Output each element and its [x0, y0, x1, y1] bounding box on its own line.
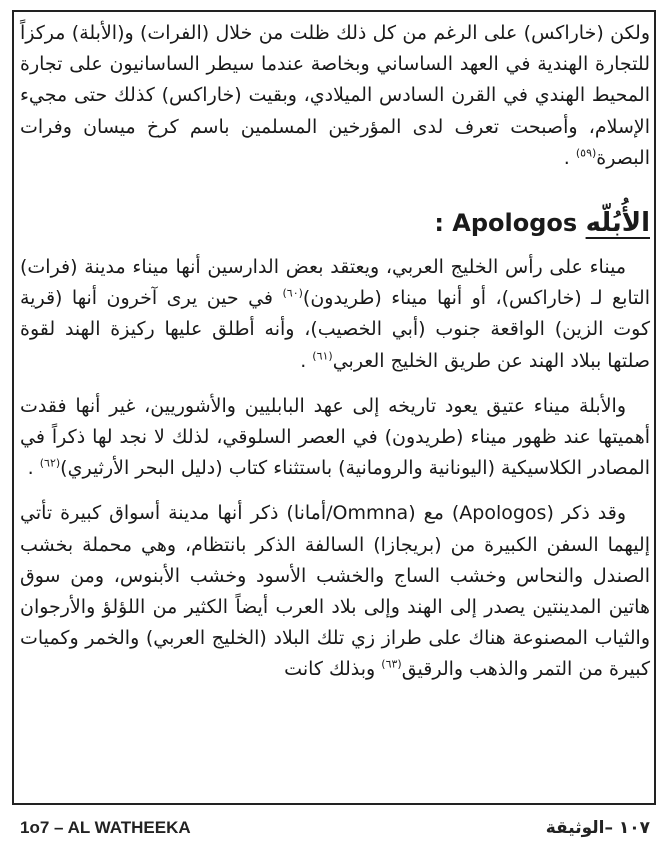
paragraph-2: ميناء على رأس الخليج العربي، ويعتقد بعض الدارسين أنها ميناء مدينة (فرات) التابع لـ (خاراكس)، أو أنها ميناء (طريدون)$^{(٦٠)}$ في حين يرى آخرون أنها (قرية كوت الزين) الواقعة جنوب (أبي الخصيب)، وأنه أطلق عليها ركيزة الهند لقوة صلتها ببلاد الهند عن طريق الخليج العربي$^{(٦١)}$ .	[20, 256, 650, 372]
paragraph-2-text-b: في حين يرى آخرون أنها (قرية كوت الزين) الواقعة جنوب (أبي الخصيب)، وأنه أطلق عليها ركيزة الهند لقوة صلتها ببلاد الهند عن طريق الخليج العربي	[20, 287, 650, 372]
paragraph-2-text-a: ميناء على رأس الخليج العربي، ويعتقد بعض الدارسين أنها ميناء مدينة (فرات) التابع لـ (خاراكس)، أو أنها ميناء (طريدون)	[20, 256, 650, 310]
footnote-ref-59: (٥٩)	[575, 146, 597, 160]
paragraph-4-text-a: وقد ذكر (Apologos) مع (Ommna/أمانا) ذكر أنها مدينة أسواق كبيرة تأتي إليهما السفن الكبيرة من (بريجازا) السالفة الذكر بانتظام، وهي محملة بخشب الصندل والنحاس وخشب الساج والخشب الأسود وخشب الأبنوس، ومن سوق هاتين المدينتين يصدر إلى الهند وإلى بلاد العرب أيضاً الكثير من اللؤلؤ والأرجوان والثياب المصنوعة هناك على طراز زي تلك البلاد (الخليج العربي) والخمر وكميات كبيرة من التمر والذهب والرقيق	[20, 502, 650, 681]
paragraph-3: والأبلة ميناء عتيق يعود تاريخه إلى عهد البابليين والأشوريين، غير أنها فقدت أهميتها عند ظهور ميناء (طريدون) في العصر السلوقي، لذلك لا نجد لها ذكراً في المصادر الكلاسيكية (اليونانية والرومانية) باستثناء كتاب (دليل البحر الأرثيري)$^{(٦٢)}$ .	[20, 394, 650, 480]
footer-page-label-latin: 1o7 – AL WATHEEKA	[20, 818, 191, 837]
page-footer	[20, 818, 650, 842]
paragraph-4-text-b: وبذلك كانت	[284, 658, 382, 681]
paragraph-1: ولكن (خاراكس) على الرغم من كل ذلك ظلت من خلال (الفرات) و(الأبلة) مركزاً للتجارة الهندية في العهد الساساني وبخاصة عندما سيطر الساسانيون على تجارة المحيط الهندي في القرن السادس الميلادي، وبقيت (خاراكس) كذلك حتى مجيء الإسلام، وأصبحت تعرف لدى المؤرخين المسلمين باسم كرخ ميسان وفرات البصرة$^{(٥٩)}$ .	[20, 22, 650, 169]
paragraph-4	[20, 498, 650, 685]
footnote-ref-63: (٦٣)	[381, 658, 402, 672]
article-body	[20, 18, 650, 686]
paragraph-1-text: ولكن (خاراكس) على الرغم من كل ذلك ظلت من خلال (الفرات) و(الأبلة) مركزاً للتجارة الهندية في العهد الساساني وبخاصة عندما سيطر الساسانيون على تجارة المحيط الهندي في القرن السادس الميلادي، وبقيت (خاراكس) كذلك حتى مجيء الإسلام، وأصبحت تعرف لدى المؤرخين المسلمين باسم كرخ ميسان وفرات البصرة	[20, 22, 650, 169]
heading-arabic: الأُبُلّه	[585, 208, 650, 239]
heading-latin: : Apologos	[434, 209, 578, 238]
footer-page-label-arabic: ١٠٧ –الوثيقة	[545, 818, 650, 838]
footnote-ref-61: (٦١)	[312, 349, 333, 363]
footnote-ref-62: (٦٢)	[39, 456, 61, 470]
footnote-ref-60: (٦٠)	[282, 286, 303, 300]
section-heading	[20, 204, 650, 242]
paragraph-3-text: والأبلة ميناء عتيق يعود تاريخه إلى عهد البابليين والأشوريين، غير أنها فقدت أهميتها عند ظهور ميناء (طريدون) في العصر السلوقي، لذلك لا نجد لها ذكراً في المصادر الكلاسيكية (اليونانية والرومانية) باستثناء كتاب (دليل البحر الأرثيري)	[20, 394, 650, 480]
